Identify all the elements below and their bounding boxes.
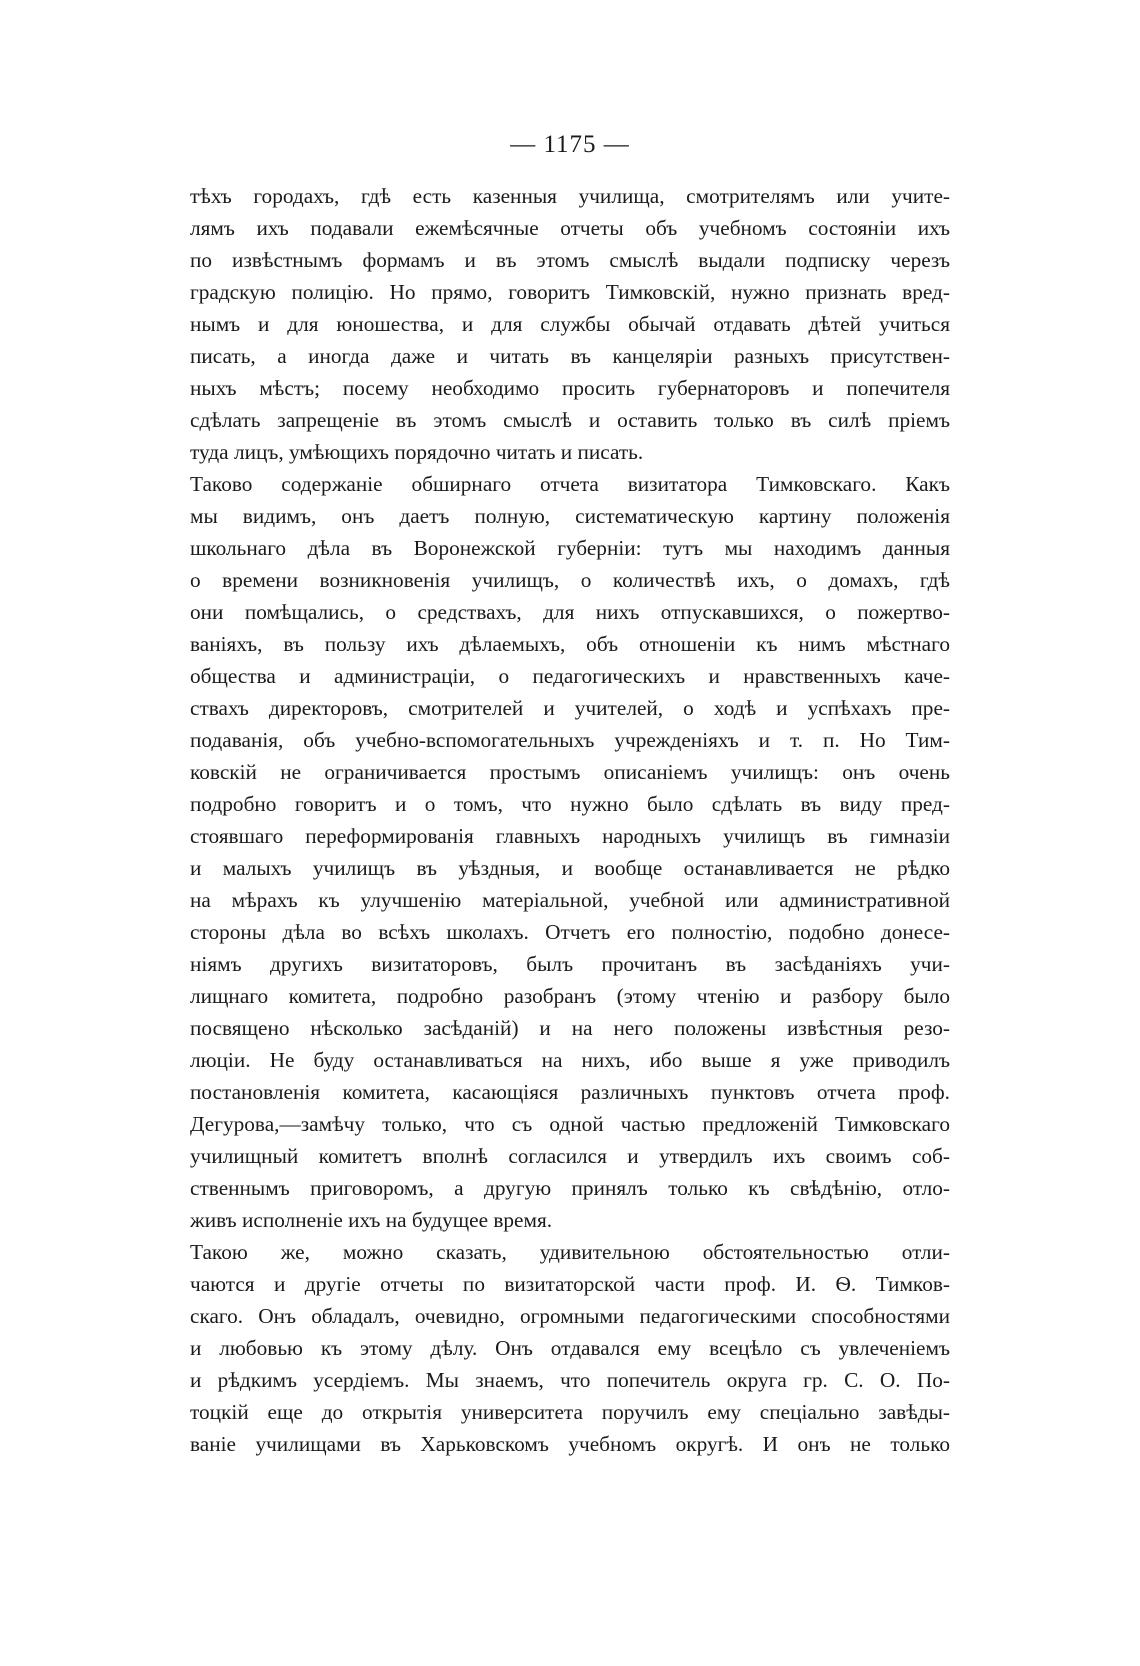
text-line: по извѣстнымъ формамъ и въ этомъ смыслѣ выдали подписку черезъ: [190, 248, 950, 272]
text-line: люціи. Не буду останавливаться на нихъ, ибо выше я уже приводилъ: [190, 1048, 950, 1072]
text-line: [190, 468, 950, 500]
text-line: тѣхъ городахъ, гдѣ есть казенныя училища, смотрителямъ или учите-: [190, 184, 950, 208]
text-line: они помѣщались, о средствахъ, для нихъ отпускавшихся, о пожертво-: [190, 600, 950, 624]
text-line: тоцкій еще до открытія университета поручилъ ему спеціально завѣды-: [190, 1400, 950, 1424]
text-line: чаются и другіе отчеты по визитаторской части проф. И. Ѳ. Тимков-: [190, 1272, 950, 1296]
text-line: живъ исполненіе ихъ на будущее время.: [190, 1208, 553, 1232]
text-line: подаванія, объ учебно-вспомогательныхъ учрежденіяхъ и т. п. Но Тим-: [190, 728, 950, 752]
text-line: мы видимъ, онъ даетъ полную, систематическую картину положенія: [190, 504, 950, 528]
text-line: ственнымъ приговоромъ, а другую принялъ только къ свѣдѣнію, отло-: [190, 1176, 950, 1200]
text-line: постановленія комитета, касающіяся различныхъ пунктовъ отчета проф.: [190, 1080, 950, 1104]
text-line: и малыхъ училищъ въ уѣздныя, и вообще останавливается не рѣдко: [190, 856, 950, 880]
text-line: Дегурова,—замѣчу только, что съ одной частью предложеній Тимковскаго: [190, 1112, 950, 1136]
text-line-content: Таково содержаніе обширнаго отчета визитатора Тимковскаго. Какъ: [190, 472, 950, 496]
text-line: Такою же, можно сказать, удивительною обстоятельностью отли-: [190, 1240, 950, 1264]
text-line: ствахъ директоровъ, смотрителей и учителей, о ходѣ и успѣхахъ пре-: [190, 696, 950, 720]
text-line: лямъ ихъ подавали ежемѣсячные отчеты объ учебномъ состояніи ихъ: [190, 216, 950, 240]
paragraph-2: [190, 468, 950, 1236]
text-line: туда лицъ, умѣющихъ порядочно читать и писать.: [190, 440, 644, 464]
text-line: ныхъ мѣстъ; посему необходимо просить губернаторовъ и попечителя: [190, 376, 950, 400]
text-line: училищный комитетъ вполнѣ согласился и утвердилъ ихъ своимъ соб-: [190, 1144, 950, 1168]
text-line: скаго. Онъ обладалъ, очевидно, огромными педагогическими способностями: [190, 1304, 950, 1328]
text-line: и любовью къ этому дѣлу. Онъ отдавался ему всецѣло съ увлеченіемъ: [190, 1336, 950, 1360]
text-line: нымъ и для юношества, и для службы обычай отдавать дѣтей учиться: [190, 312, 950, 336]
page-number: — 1175 —: [510, 131, 630, 158]
text-line: и рѣдкимъ усердіемъ. Мы знаемъ, что попечитель округа гр. С. О. По-: [190, 1368, 950, 1392]
text-line: стоявшаго переформированія главныхъ народныхъ училищъ въ гимназіи: [190, 824, 950, 848]
text-line: ваніе училищами въ Харьковскомъ учебномъ округѣ. И онъ не только: [190, 1432, 950, 1456]
text-line: градскую полицію. Но прямо, говоритъ Тимковскій, нужно признать вред-: [190, 280, 950, 304]
text-line: сдѣлать запрещеніе въ этомъ смыслѣ и оставить только въ силѣ пріемъ: [190, 408, 950, 432]
text-line: школьнаго дѣла въ Воронежской губерніи: тутъ мы находимъ данныя: [190, 536, 950, 560]
text-line: лищнаго комитета, подробно разобранъ (этому чтенію и разбору было: [190, 984, 950, 1008]
text-line: стороны дѣла во всѣхъ школахъ. Отчетъ его полностію, подобно донесе-: [190, 920, 950, 944]
text-line: подробно говоритъ и о томъ, что нужно было сдѣлать въ виду пред-: [190, 792, 950, 816]
text-line: ваніяхъ, въ пользу ихъ дѣлаемыхъ, объ отношеніи къ нимъ мѣстнаго: [190, 632, 950, 656]
paragraph-3: [190, 1236, 950, 1460]
document-page: [190, 128, 950, 1460]
paragraph-1: [190, 180, 950, 468]
text-line: ніямъ другихъ визитаторовъ, былъ прочитанъ въ засѣданіяхъ учи-: [190, 952, 950, 976]
text-line: писать, а иногда даже и читать въ канцеляріи разныхъ присутствен-: [190, 344, 950, 368]
text-line: о времени возникновенія училищъ, о количествѣ ихъ, о домахъ, гдѣ: [190, 568, 950, 592]
text-line: посвящено нѣсколько засѣданій) и на него положены извѣстныя резо-: [190, 1016, 950, 1040]
text-line: общества и администраціи, о педагогическихъ и нравственныхъ каче-: [190, 664, 950, 688]
text-line: ковскій не ограничивается простымъ описаніемъ училищъ: онъ очень: [190, 760, 950, 784]
text-line: на мѣрахъ къ улучшенію матеріальной, учебной или административной: [190, 888, 950, 912]
